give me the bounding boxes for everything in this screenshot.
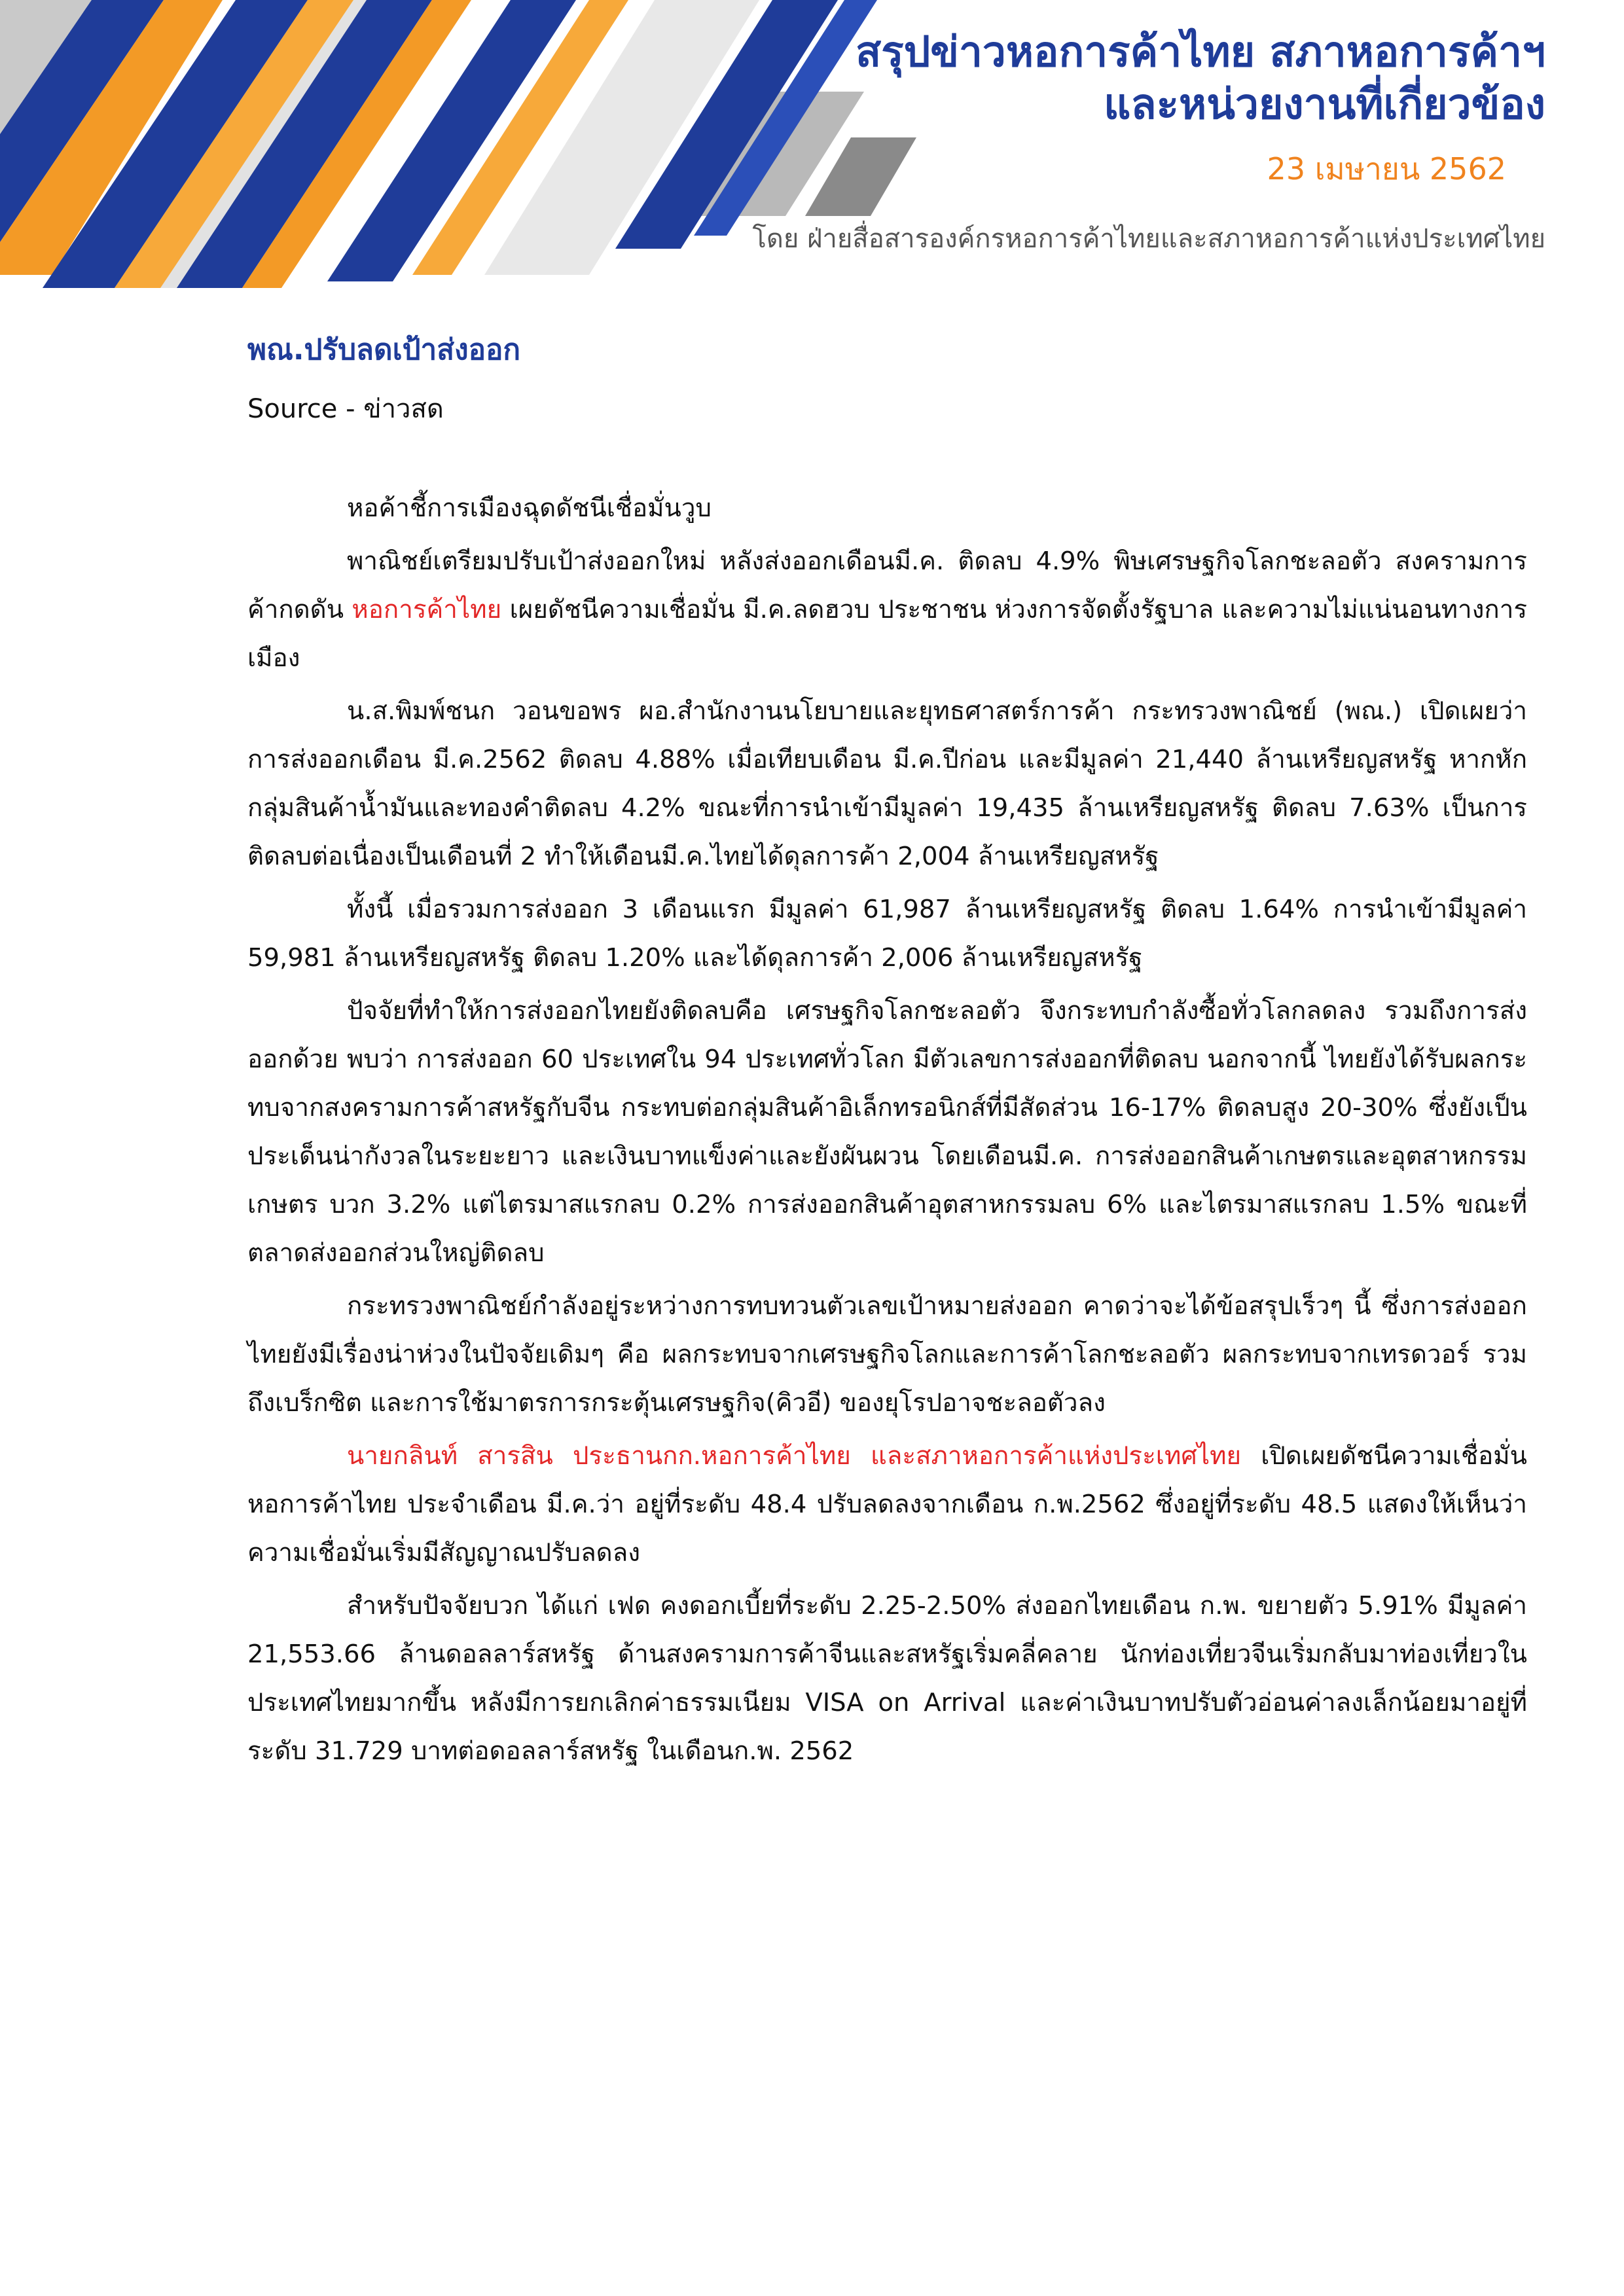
article-paragraph-2	[247, 537, 1527, 683]
article-paragraph-7	[247, 1432, 1527, 1577]
report-title-line-2: และหน่วยงานที่เกี่ยวข้อง	[1104, 81, 1545, 129]
report-byline: โดย ฝ่ายสื่อสารองค์กรหอการค้าไทยและสภาหอการค้าแห่งประเทศไทย	[752, 224, 1545, 254]
paragraph-2-text-b: เผยดัชนีความเชื่อมั่น มี.ค.ลดฮวบ ประชาชน ห่วงการจัดตั้งรัฐบาล และความไม่แน่นอนทางการเมือง	[247, 595, 1528, 673]
article-source: Source - ข่าวสด	[247, 394, 444, 424]
report-title	[825, 26, 1545, 131]
article-title: พณ.ปรับลดเป้าส่งออก	[247, 333, 521, 367]
article-paragraph-8: สำหรับปัจจัยบวก ได้แก่ เฟด คงดอกเบี้ยที่ระดับ 2.25-2.50% ส่งออกไทยเดือน ก.พ. ขยายตัว 5.91% มีมูลค่า 21,553.66 ล้านดอลลาร์สหรัฐ ด้านสงครามการค้าจีนและสหรัฐเริ่มคลี่คลาย นักท่องเที่ยวจีนเริ่มกลับมาท่องเที่ยวในประเทศไทยมากขึ้น หลังมีการยกเลิกค่าธรรมเนียม VISA on Arrival และค่าเงินบาทปรับตัวอ่อนค่าลงเล็กน้อยมาอยู่ที่ระดับ 31.729 บาทต่อดอลลาร์สหรัฐ ในเดือนก.พ. 2562	[247, 1591, 1527, 1766]
article-paragraph-4: ทั้งนี้ เมื่อรวมการส่งออก 3 เดือนแรก มีมูลค่า 61,987 ล้านเหรียญสหรัฐ ติดลบ 1.64% การนำเข้ามีมูลค่า 59,981 ล้านเหรียญสหรัฐ ติดลบ 1.20% และได้ดุลการค้า 2,006 ล้านเหรียญสหรัฐ	[247, 895, 1527, 973]
header-banner	[0, 0, 1624, 288]
article-paragraph-3: น.ส.พิมพ์ชนก วอนขอพร ผอ.สำนักงานนโยบายและยุทธศาสตร์การค้า กระทรวงพาณิชย์ (พณ.) เปิดเผยว่า การส่งออกเดือน มี.ค.2562 ติดลบ 4.88% เมื่อเทียบเดือน มี.ค.ปีก่อน และมีมูลค่า 21,440 ล้านเหรียญสหรัฐ หากหักกลุ่มสินค้าน้ำมันและทองคำติดลบ 4.2% ขณะที่การนำเข้ามีมูลค่า 19,435 ล้านเหรียญสหรัฐ ติดลบ 7.63% เป็นการติดลบต่อเนื่องเป็นเดือนที่ 2 ทำให้เดือนมี.ค.ไทยได้ดุลการค้า 2,004 ล้านเหรียญสหรัฐ	[247, 696, 1527, 871]
paragraph-7-text: เปิดเผยดัชนีความเชื่อมั่นหอการค้าไทย ประจำเดือน มี.ค.ว่า อยู่ที่ระดับ 48.4 ปรับลดลงจากเดือน ก.พ.2562 ซึ่งอยู่ที่ระดับ 48.5 แสดงให้เห็นว่าความเชื่อมั่นเริ่มมีสัญญาณปรับลดลง	[247, 1441, 1528, 1568]
article-paragraph-5: ปัจจัยที่ทำให้การส่งออกไทยยังติดลบคือ เศรษฐกิจโลกชะลอตัว จึงกระทบกำลังซื้อทั่วโลกลดลง รวมถึงการส่งออกด้วย พบว่า การส่งออก 60 ประเทศใน 94 ประเทศทั่วโลก มีตัวเลขการส่งออกที่ติดลบ นอกจากนี้ ไทยยังได้รับผลกระทบจากสงครามการค้าสหรัฐกับจีน กระทบต่อกลุ่มสินค้าอิเล็กทรอนิกส์ที่มีสัดส่วน 16-17% ติดลบสูง 20-30% ซึ่งยังเป็นประเด็นน่ากังวลในระยะยาว และเงินบาทแข็งค่าและยังผันผวน โดยเดือนมี.ค. การส่งออกสินค้าเกษตรและอุตสาหกรรมเกษตร บวก 3.2% แต่ไตรมาสแรกลบ 0.2% การส่งออกสินค้าอุตสาหกรรมลบ 6% และไตรมาสแรกลบ 1.5% ขณะที่ตลาดส่งออกส่วนใหญ่ติดลบ	[247, 996, 1527, 1268]
article	[247, 327, 1527, 1780]
chairman-highlight: นายกลินท์ สารสิน ประธานกก.หอการค้าไทย และสภาหอการค้าแห่งประเทศไทย	[347, 1441, 1242, 1471]
article-paragraph-6: กระทรวงพาณิชย์กำลังอยู่ระหว่างการทบทวนตัวเลขเป้าหมายส่งออก คาดว่าจะได้ข้อสรุปเร็วๆ นี้ ซึ่งการส่งออกไทยยังมีเรื่องน่าห่วงในปัจจัยเดิมๆ คือ ผลกระทบจากเศรษฐกิจโลกและการค้าโลกชะลอตัว ผลกระทบจากเทรดวอร์ รวมถึงเบร็กซิต และการใช้มาตรการกระตุ้นเศรษฐกิจ(คิวอี) ของยุโรปอาจชะลอตัวลง	[247, 1291, 1527, 1418]
article-paragraph-1: หอค้าชี้การเมืองฉุดดัชนีเชื่อมั่นวูบ	[347, 493, 712, 523]
report-title-line-1: สรุปข่าวหอการค้าไทย สภาหอการค้าฯ	[856, 28, 1545, 77]
chamber-highlight: หอการค้าไทย	[352, 595, 502, 624]
report-date: 23 เมษายน 2562	[1267, 151, 1506, 187]
paragraph-2-text-a: พาณิชย์เตรียมปรับเป้าส่งออกใหม่ หลังส่งออกเดือนมี.ค. ติดลบ 4.9% พิษเศรษฐกิจโลกชะลอตัว สงครามการค้ากดดัน	[247, 547, 1527, 624]
